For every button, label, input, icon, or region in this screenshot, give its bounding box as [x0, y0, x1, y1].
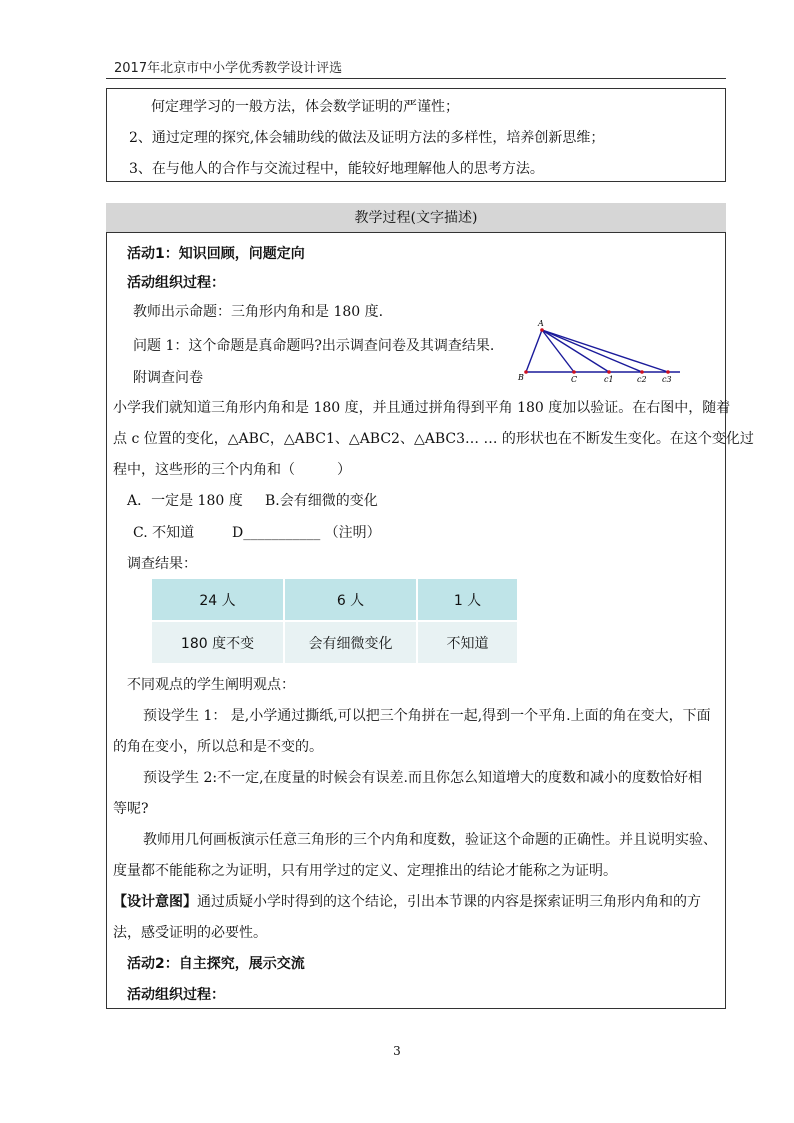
label-c1: c1 — [604, 375, 614, 384]
point-b — [524, 370, 528, 374]
para1-line1: 小学我们就知道三角形内角和是 180 度，并且通过拼角得到平角 180 度加以验证。在右图中，随着 — [113, 400, 731, 416]
table-row — [152, 620, 519, 663]
side-ac1 — [542, 330, 609, 372]
para1-line3: 程中，这些形的三个内角和（ ） — [113, 462, 351, 478]
count-cell: 1 人 — [418, 579, 519, 620]
label-b: B — [518, 373, 524, 382]
page-header: 2017年北京市中小学优秀教学设计评选 — [114, 61, 343, 76]
option-b: B.会有细微的变化 — [265, 493, 378, 509]
option-c: C. 不知道 — [133, 525, 195, 541]
goals-box — [106, 88, 726, 182]
count-cell: 6 人 — [285, 579, 418, 620]
result-title: 调查结果： — [127, 556, 197, 572]
question-1: 问题 1：这个命题是真命题吗?出示调查问卷及其调查结果. — [133, 338, 495, 354]
student2-line1: 预设学生 2:不一定,在度量的时候会有误差.而且你怎么知道增大的度数和减小的度数恰好相 — [143, 770, 702, 786]
label-c: C — [571, 375, 578, 384]
goal-line-1: 何定理学习的一般方法，体会数学证明的严谨性； — [151, 99, 459, 115]
page-number: 3 — [393, 1044, 401, 1058]
side-ac2 — [542, 330, 642, 372]
goal-line-2: 2、通过定理的探究,体会辅助线的做法及证明方法的多样性，培养创新思维； — [129, 130, 605, 146]
label-cell: 不知道 — [418, 620, 519, 663]
label-c3: c3 — [662, 375, 672, 384]
activity2-title: 活动2：自主探究，展示交流 — [127, 956, 305, 972]
point-a — [540, 328, 544, 332]
option-a: A．一定是 180 度 — [127, 493, 243, 509]
design-intent-label: 【设计意图】 — [113, 894, 197, 910]
table-row — [152, 579, 519, 620]
label-a: A — [538, 319, 544, 328]
label-cell: 180 度不变 — [152, 620, 285, 663]
point-c2 — [640, 370, 644, 374]
teacher-line2: 度量都不能能称之为证明，只有用学过的定义、定理推出的结论才能称之为证明。 — [113, 863, 617, 879]
student1-line1: 预设学生 1： 是,小学通过撕纸,可以把三个角拼在一起,得到一个平角.上面的角在变大，下面 — [143, 708, 711, 724]
count-cell: 24 人 — [152, 579, 285, 620]
teacher-proposition: 教师出示命题：三角形内角和是 180 度. — [133, 304, 384, 320]
side-ab — [526, 330, 542, 372]
para1-line2: 点 c 位置的变化，△ABC，△ABC1、△ABC2、△ABC3… … 的形状也在不断发生变化。在这个变化过 — [113, 431, 754, 447]
student2-line2: 等呢? — [113, 801, 149, 817]
student1-line2: 的角在变小，所以总和是不变的。 — [113, 739, 323, 755]
option-d: D___________ （注明） — [232, 525, 381, 541]
views-title: 不同观点的学生阐明观点： — [127, 677, 295, 693]
teacher-line1: 教师用几何画板演示任意三角形的三个内角和度数，验证这个命题的正确性。并且说明实验、 — [143, 832, 717, 848]
goal-line-3: 3、在与他人的合作与交流过程中，能较好地理解他人的思考方法。 — [129, 161, 544, 177]
side-ac3 — [542, 330, 668, 372]
label-c2: c2 — [637, 375, 647, 384]
org1-title: 活动组织过程： — [127, 275, 225, 291]
triangle-figure — [512, 316, 688, 386]
process-heading: 教学过程(文字描述) — [106, 203, 726, 233]
activity1-title: 活动1：知识回顾，问题定向 — [127, 246, 305, 262]
attached-survey: 附调查问卷 — [133, 370, 203, 386]
org2-title: 活动组织过程： — [127, 987, 225, 1003]
point-c1 — [607, 370, 611, 374]
survey-table — [152, 579, 519, 663]
label-cell: 会有细微变化 — [285, 620, 418, 663]
point-c3 — [666, 370, 670, 374]
design-intent-line2: 法，感受证明的必要性。 — [113, 925, 267, 941]
point-c — [572, 370, 576, 374]
design-intent-text: 通过质疑小学时得到的这个结论，引出本节课的内容是探索证明三角形内角和的方 — [197, 894, 701, 910]
design-intent-line1 — [113, 891, 701, 911]
header-rule — [106, 78, 726, 79]
